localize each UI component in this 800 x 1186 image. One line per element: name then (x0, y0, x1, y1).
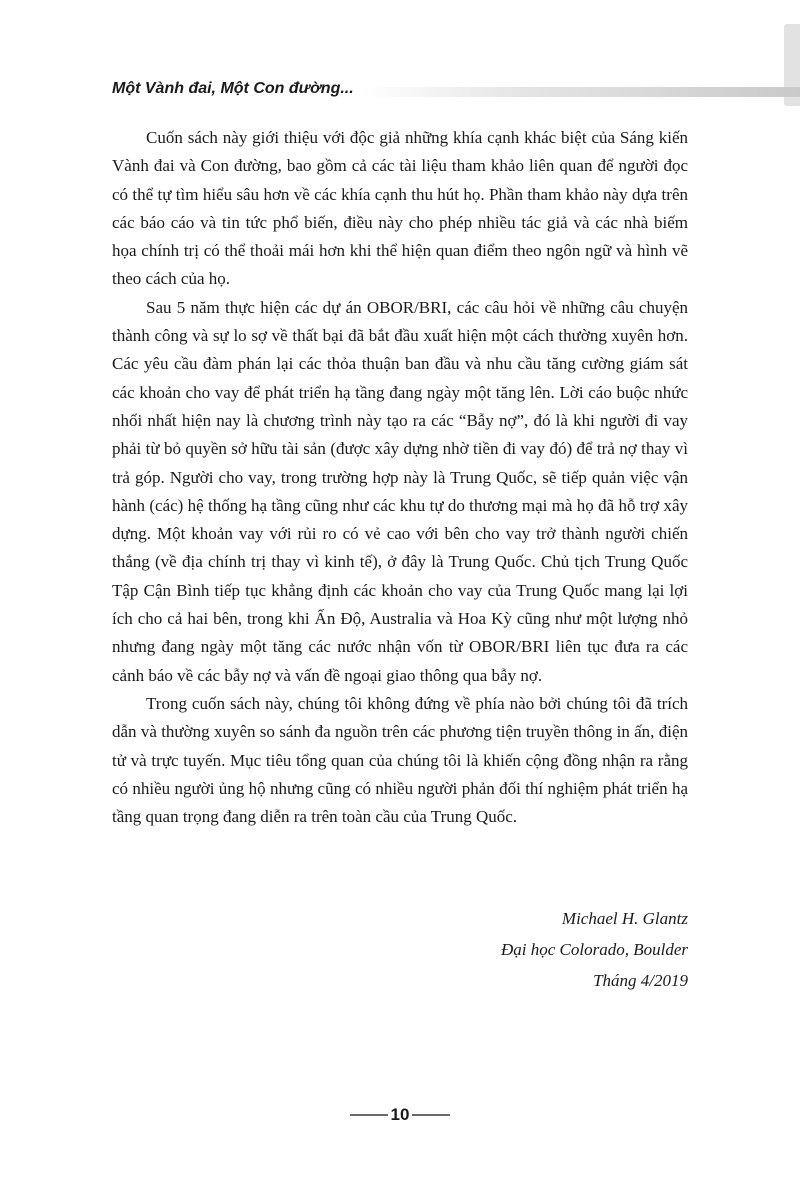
signature-name: Michael H. Glantz (561, 909, 688, 928)
paragraph-1: Cuốn sách này giới thiệu với độc giả những khía cạnh khác biệt của Sáng kiến Vành đai và Con đường, bao gồm cả các tài liệu tham khảo liên quan để người đọc có thể tự tìm hiểu sâu hơn về các khía cạnh thu hút họ. Phần tham khảo này dựa trên các báo cáo và tin tức phổ biến, điều này cho phép nhiều tác giả và các nhà biếm họa chính trị có thể thoải mái hơn khi thể hiện quan điểm theo ngôn ngữ và hình vẽ theo cách của họ. (112, 128, 688, 289)
running-header (112, 77, 800, 105)
paragraph-3: Trong cuốn sách này, chúng tôi không đứng về phía nào bởi chúng tôi đã trích dẫn và thường xuyên so sánh đa nguồn trên các phương tiện truyền thông in ấn, điện tử và trực tuyến. Mục tiêu tổng quan của chúng tôi là khiến cộng đồng nhận ra rằng có nhiều người ủng hộ nhưng cũng có nhiều người phản đối thí nghiệm phát triển hạ tầng quan trọng đang diễn ra trên toàn cầu của Trung Quốc. (112, 693, 688, 827)
running-header-title: Một Vành đai, Một Con đường... (112, 80, 354, 97)
page-number-rule-right (412, 1114, 450, 1116)
signature-date: Tháng 4/2019 (593, 971, 688, 990)
page-number (350, 1100, 450, 1130)
signature-block (501, 903, 688, 996)
running-header-rule (362, 87, 800, 97)
body-text (112, 124, 688, 831)
paragraph-2: Sau 5 năm thực hiện các dự án OBOR/BRI, các câu hỏi về những câu chuyện thành công và sự lo sợ về thất bại đã bắt đầu xuất hiện một cách thường xuyên hơn. Các yêu cầu đàm phán lại các thỏa thuận ban đầu và nhu cầu tăng cường giám sát các khoản cho vay để phát triển hạ tầng đang ngày một tăng lên. Lời cáo buộc nhức nhối nhất hiện nay là chương trình này tạo ra các “Bẫy nợ”, đó là khi người đi vay phải từ bỏ quyền sở hữu tài sản (được xây dựng nhờ tiền đi vay đó) để trả nợ thay vì trả góp. Người cho vay, trong trường hợp này là Trung Quốc, sẽ tiếp quản việc vận hành (các) hệ thống hạ tầng cũng như các khu tự do thương mại mà họ đã hỗ trợ xây dựng. Một khoản vay với rủi ro có vẻ cao với bên cho vay trở thành người chiến thắng (về địa chính trị thay vì kinh tế), ở đây là Trung Quốc. Chủ tịch Trung Quốc Tập Cận Bình tiếp tục khẳng định các khoản cho vay của Trung Quốc mang lại lợi ích cho cả hai bên, trong khi Ấn Độ, Australia và Hoa Kỳ cũng như một lượng nhỏ nhưng đang ngày một tăng các nước nhận vốn từ OBOR/BRI liên tục đưa ra các cảnh báo về các bẫy nợ và vấn đề ngoại giao thông qua bẫy nợ. (112, 297, 688, 685)
signature-affiliation: Đại học Colorado, Boulder (501, 940, 688, 959)
page-number-text: 10 (390, 1105, 410, 1124)
